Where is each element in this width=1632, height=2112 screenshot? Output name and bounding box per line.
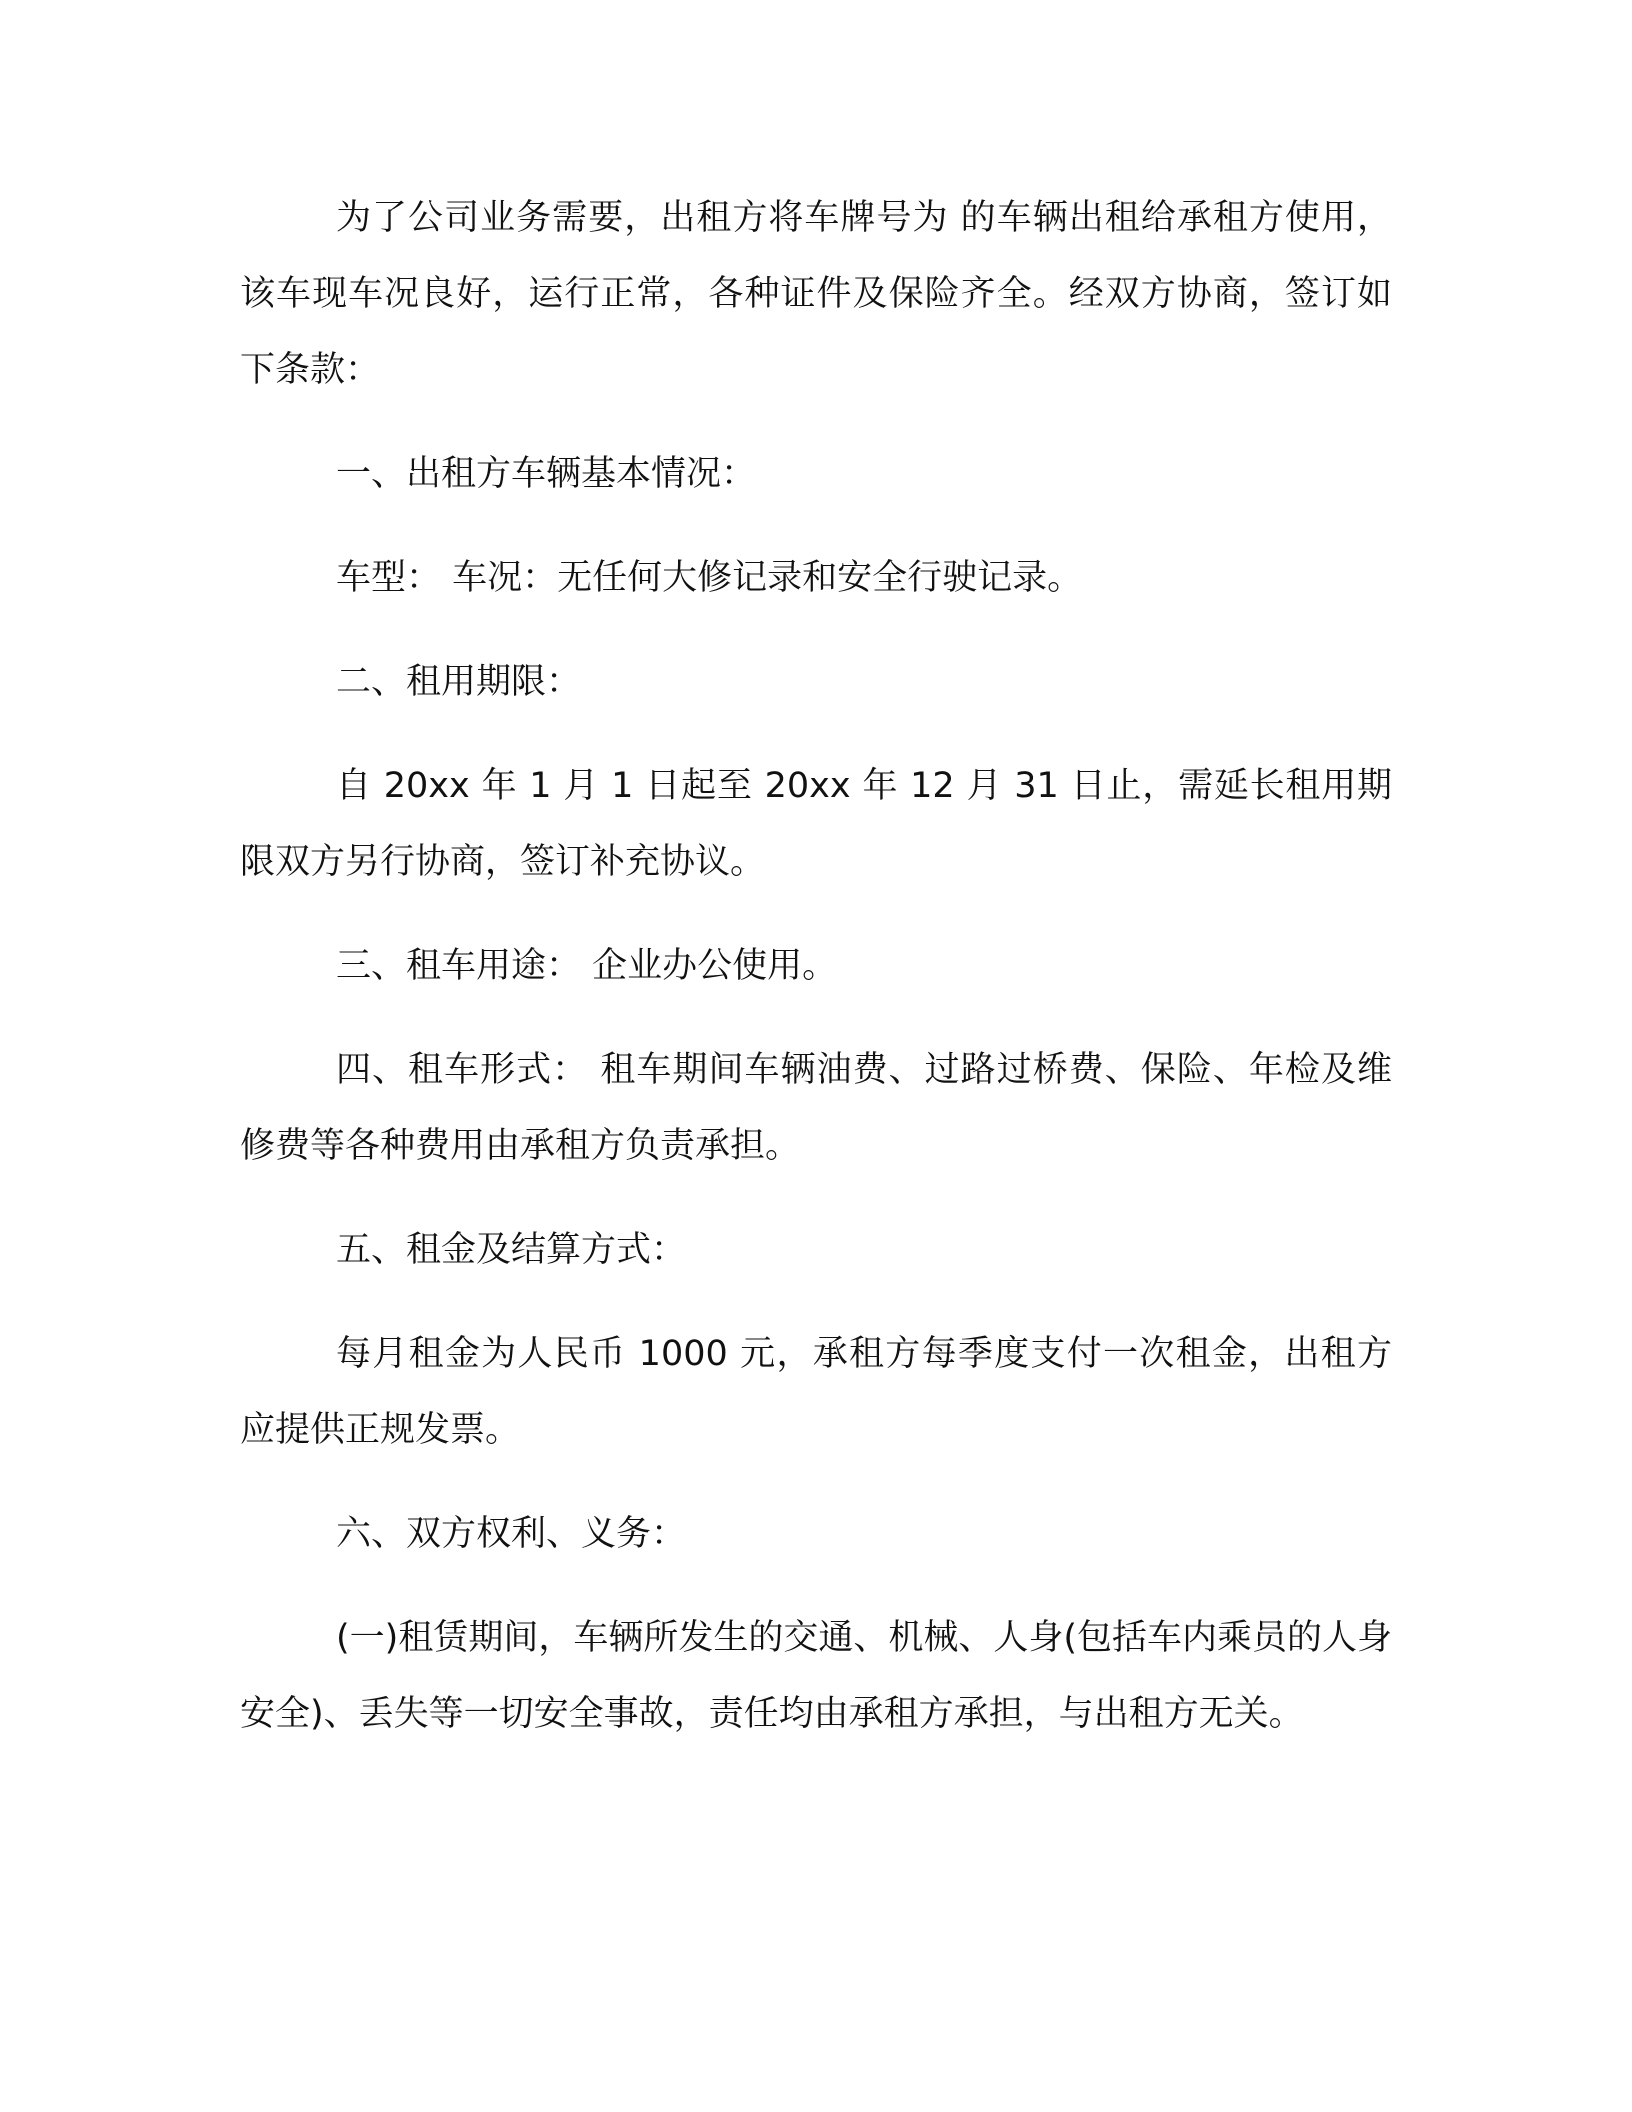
lease-term-paragraph: 自 20xx 年 1 月 1 日起至 20xx 年 12 月 31 日止，需延长租用期限双方另行协商，签订补充协议。 xyxy=(240,766,1392,882)
section-1-heading: 一、出租方车辆基本情况： xyxy=(336,454,757,494)
rent-paragraph: 每月租金为人民币 1000 元，承租方每季度支付一次租金，出租方应提供正规发票。 xyxy=(240,1334,1392,1450)
section-4-paragraph: 四、租车形式： 租车期间车辆油费、过路过桥费、保险、年检及维修费等各种费用由承租方负责承担。 xyxy=(240,1050,1392,1166)
section-6-heading: 六、双方权利、义务： xyxy=(336,1514,687,1554)
document-page xyxy=(240,180,1392,1780)
intro-paragraph: 为了公司业务需要，出租方将车牌号为 的车辆出租给承租方使用，该车现车况良好，运行正常，各种证件及保险齐全。经双方协商，签订如下条款： xyxy=(240,198,1392,390)
liability-paragraph: (一)租赁期间，车辆所发生的交通、机械、人身(包括车内乘员的人身安全)、丢失等一切安全事故，责任均由承租方承担，与出租方无关。 xyxy=(240,1618,1392,1734)
section-5-heading: 五、租金及结算方式： xyxy=(336,1230,687,1270)
vehicle-info-paragraph: 车型： 车况：无任何大修记录和安全行驶记录。 xyxy=(336,558,1083,598)
section-2-heading: 二、租用期限： xyxy=(336,662,582,702)
section-3-paragraph: 三、租车用途： 企业办公使用。 xyxy=(336,946,838,986)
